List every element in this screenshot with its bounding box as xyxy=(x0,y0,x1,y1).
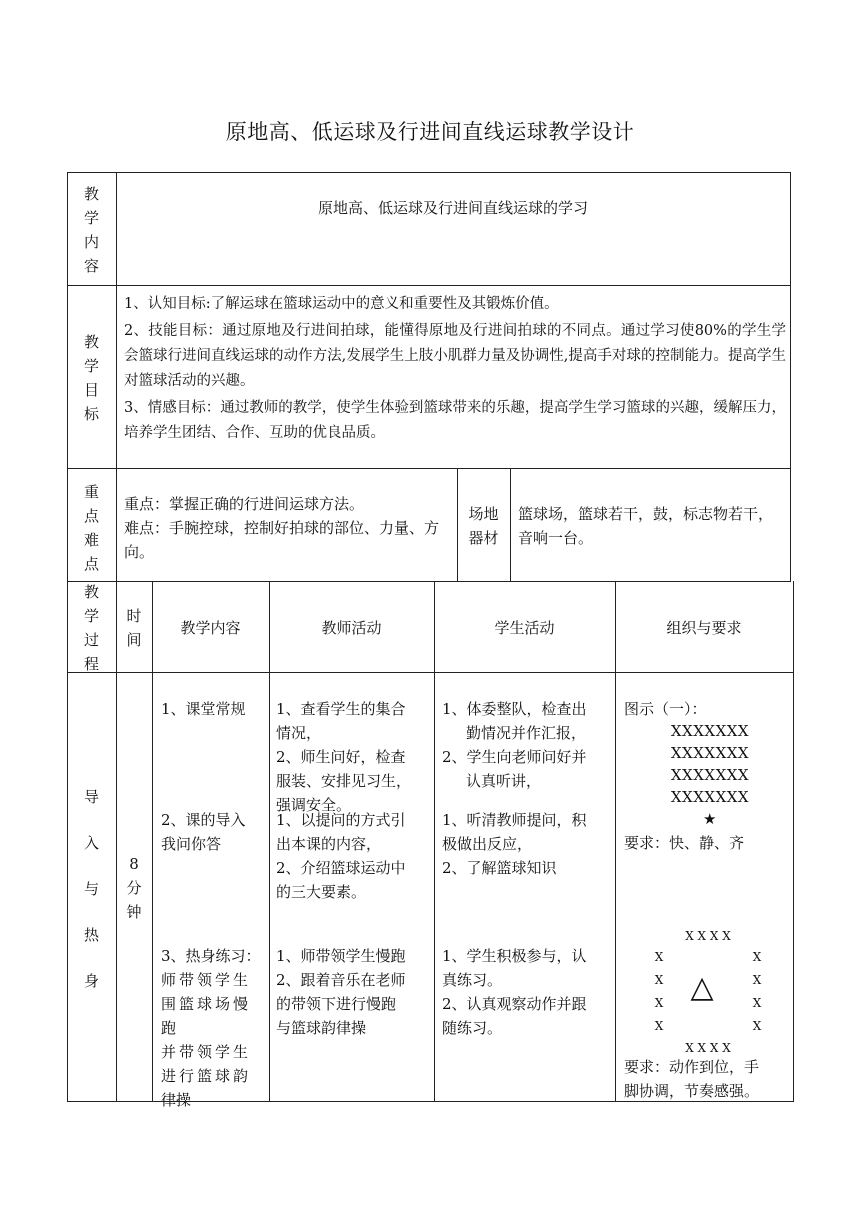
label-char: 教 xyxy=(83,333,99,351)
table-border xyxy=(615,581,616,1102)
requirement-2 xyxy=(624,1055,792,1103)
label-char: 8 xyxy=(129,855,139,873)
formation-row: XXXXXXX xyxy=(670,722,750,740)
label-char: 身 xyxy=(83,972,99,990)
text-line: 2、介绍篮球运动中 xyxy=(276,859,406,877)
label-char: 导 xyxy=(83,788,99,806)
student-warmup xyxy=(442,944,613,1040)
label-char: 学 xyxy=(83,357,99,375)
text-line: 3、热身练习： xyxy=(161,947,261,965)
phase-warmup xyxy=(67,774,116,1004)
label-process xyxy=(67,580,116,676)
label-venue xyxy=(457,502,510,550)
label-char: 难 xyxy=(83,531,99,549)
circle-right-column xyxy=(750,946,764,1038)
circle-x: X xyxy=(752,1019,762,1033)
label-goals xyxy=(67,330,116,426)
text-line: 1、查看学生的集合 xyxy=(276,700,406,718)
table-border xyxy=(510,468,511,582)
label-char: 程 xyxy=(83,655,99,673)
circle-x: X xyxy=(752,996,762,1010)
circle-x: X xyxy=(654,1019,664,1033)
label-char: 与 xyxy=(83,880,99,898)
circle-bottom-row: X X X X xyxy=(685,1041,731,1055)
header-org: 组织与要求 xyxy=(666,619,742,637)
goal-cognitive: 1、认知目标:了解运球在篮球运动中的意义和重要性及其锻炼价值。 xyxy=(124,296,559,312)
table-border xyxy=(434,581,435,1102)
table-border xyxy=(152,581,153,1102)
label-char: 间 xyxy=(126,631,142,649)
text-line: 1、体委整队，检查出 xyxy=(442,700,587,718)
text-line: 2、师生问好，检查 xyxy=(276,748,406,766)
label-char: 目 xyxy=(83,381,99,399)
goals-block xyxy=(124,292,786,446)
label-char: 点 xyxy=(83,507,99,525)
text-line: 2、学生向老师问好并 xyxy=(442,748,587,766)
requirement-1: 要求：快、静、齐 xyxy=(624,834,745,852)
text-line: 1、以提问的方式引 xyxy=(276,811,406,829)
table-border xyxy=(793,581,794,1102)
formation-row: XXXXXXX xyxy=(670,744,750,762)
phase-time xyxy=(116,852,152,924)
header-student: 学生活动 xyxy=(494,619,555,637)
text-line: 强调安全。 xyxy=(276,796,352,814)
content-warmup xyxy=(161,944,267,1112)
text-line: 要求：动作到位，手 xyxy=(624,1058,760,1076)
teacher-warmup xyxy=(276,944,432,1040)
text-line: 2、认真观察动作并跟 xyxy=(442,995,587,1013)
text-line: 与篮球韵律操 xyxy=(276,1019,367,1037)
text-line: 进行篮球韵 xyxy=(161,1067,252,1085)
circle-x: X xyxy=(654,950,664,964)
header-teacher: 教师活动 xyxy=(321,619,382,637)
text-line: 勤情况并作汇报， xyxy=(466,724,587,742)
table-border xyxy=(67,672,794,673)
label-char: 过 xyxy=(83,631,99,649)
text-line: 师带领学生 xyxy=(161,971,252,989)
label-char: 教 xyxy=(83,185,99,203)
label-content xyxy=(67,182,116,278)
label-char: 入 xyxy=(83,834,99,852)
content-text: 原地高、低运球及行进间直线运球的学习 xyxy=(317,199,588,217)
student-routine xyxy=(442,697,613,793)
text-line: 围篮球场慢 xyxy=(161,995,252,1013)
table-border xyxy=(67,172,790,173)
table-border xyxy=(67,285,790,286)
goal-skill: 2、技能目标：通过原地及行进间拍球，能懂得原地及行进间拍球的不同点。通过学习使80%的学生学会篮球行进间直线运球的动作方法,发展学生上肢小肌群力量及协调性,提高手对球的控制能力。提高学生对篮球活动的兴趣。 xyxy=(124,323,786,389)
org-diagram-title: 图示（一）： xyxy=(624,700,707,718)
text-line: 极做出反应， xyxy=(442,835,533,853)
goal-emotion: 3、情感目标：通过教师的教学，使学生体验到篮球带来的乐趣，提高学生学习篮球的兴趣，缓解压力，培养学生团结、合作、互助的优良品质。 xyxy=(124,400,786,441)
table-border xyxy=(67,468,790,469)
text-line: 的带领下进行慢跑 xyxy=(276,995,397,1013)
text-line: 服装、安排见习生， xyxy=(276,772,412,790)
label-line: 场地 xyxy=(468,505,499,523)
table-border xyxy=(269,581,270,1102)
header-time xyxy=(116,604,152,652)
text-line: 2、跟着音乐在老师 xyxy=(276,971,406,989)
circle-x: X xyxy=(752,950,762,964)
label-char: 标 xyxy=(83,405,99,423)
label-char: 学 xyxy=(83,607,99,625)
content-routine: 1、课堂常规 xyxy=(161,700,246,718)
text-line: 并带领学生 xyxy=(161,1043,252,1061)
circle-x: X xyxy=(752,973,762,987)
text-line: 随练习。 xyxy=(442,1019,503,1037)
text-line: 1、学生积极参与，认 xyxy=(442,947,587,965)
formation-diagram xyxy=(615,720,793,830)
label-char: 容 xyxy=(83,257,99,275)
text-line: 我问你答 xyxy=(161,835,222,853)
formation-row: XXXXXXX xyxy=(670,788,750,806)
text-line: 情况， xyxy=(276,724,322,742)
label-char: 分 xyxy=(126,879,142,897)
text-line: 1、听清教师提问，积 xyxy=(442,811,587,829)
formation-row: XXXXXXX xyxy=(670,766,750,784)
table-border xyxy=(790,172,791,582)
circle-top-row: X X X X xyxy=(685,929,731,943)
key-point: 重点：掌握正确的行进间运球方法。 xyxy=(124,495,365,513)
circle-x: X xyxy=(654,973,664,987)
text-line: 律操 xyxy=(161,1091,192,1109)
text-line: 出本课的内容， xyxy=(276,835,382,853)
student-intro xyxy=(442,808,613,880)
center-triangle-icon: △ xyxy=(690,970,714,1005)
label-char: 学 xyxy=(83,209,99,227)
text-line: 的三大要素。 xyxy=(276,883,367,901)
label-char: 时 xyxy=(126,607,142,625)
content-intro xyxy=(161,808,267,856)
circle-x: X xyxy=(654,996,664,1010)
key-block xyxy=(124,492,454,564)
document-title: 原地高、低运球及行进间直线运球教学设计 xyxy=(225,120,635,144)
label-char: 钟 xyxy=(126,903,142,921)
label-line: 器材 xyxy=(468,529,499,547)
table-border xyxy=(67,581,790,582)
label-char: 内 xyxy=(83,233,99,251)
difficulty-point: 难点：手腕控球，控制好拍球的部位、力量、方向。 xyxy=(124,519,440,561)
text-line: 2、了解篮球知识 xyxy=(442,859,557,877)
teacher-routine xyxy=(276,697,432,817)
label-char: 热 xyxy=(83,926,99,944)
text-line: 跑 xyxy=(161,1019,177,1037)
text-line: 2、课的导入 xyxy=(161,811,246,829)
label-char: 重 xyxy=(83,483,99,501)
venue-text: 篮球场，篮球若干，鼓，标志物若干，音响一台。 xyxy=(518,505,774,547)
text-line: 脚协调，节奏感强。 xyxy=(624,1082,760,1100)
text-line: 真练习。 xyxy=(442,971,503,989)
teacher-intro xyxy=(276,808,432,904)
teacher-star-icon: ★ xyxy=(703,810,717,828)
label-char: 点 xyxy=(83,555,99,573)
label-key xyxy=(67,480,116,576)
header-content: 教学内容 xyxy=(180,619,241,637)
text-line: 认真听讲， xyxy=(466,772,542,790)
label-char: 教 xyxy=(83,583,99,601)
text-line: 1、师带领学生慢跑 xyxy=(276,947,406,965)
circle-left-column xyxy=(652,946,666,1038)
